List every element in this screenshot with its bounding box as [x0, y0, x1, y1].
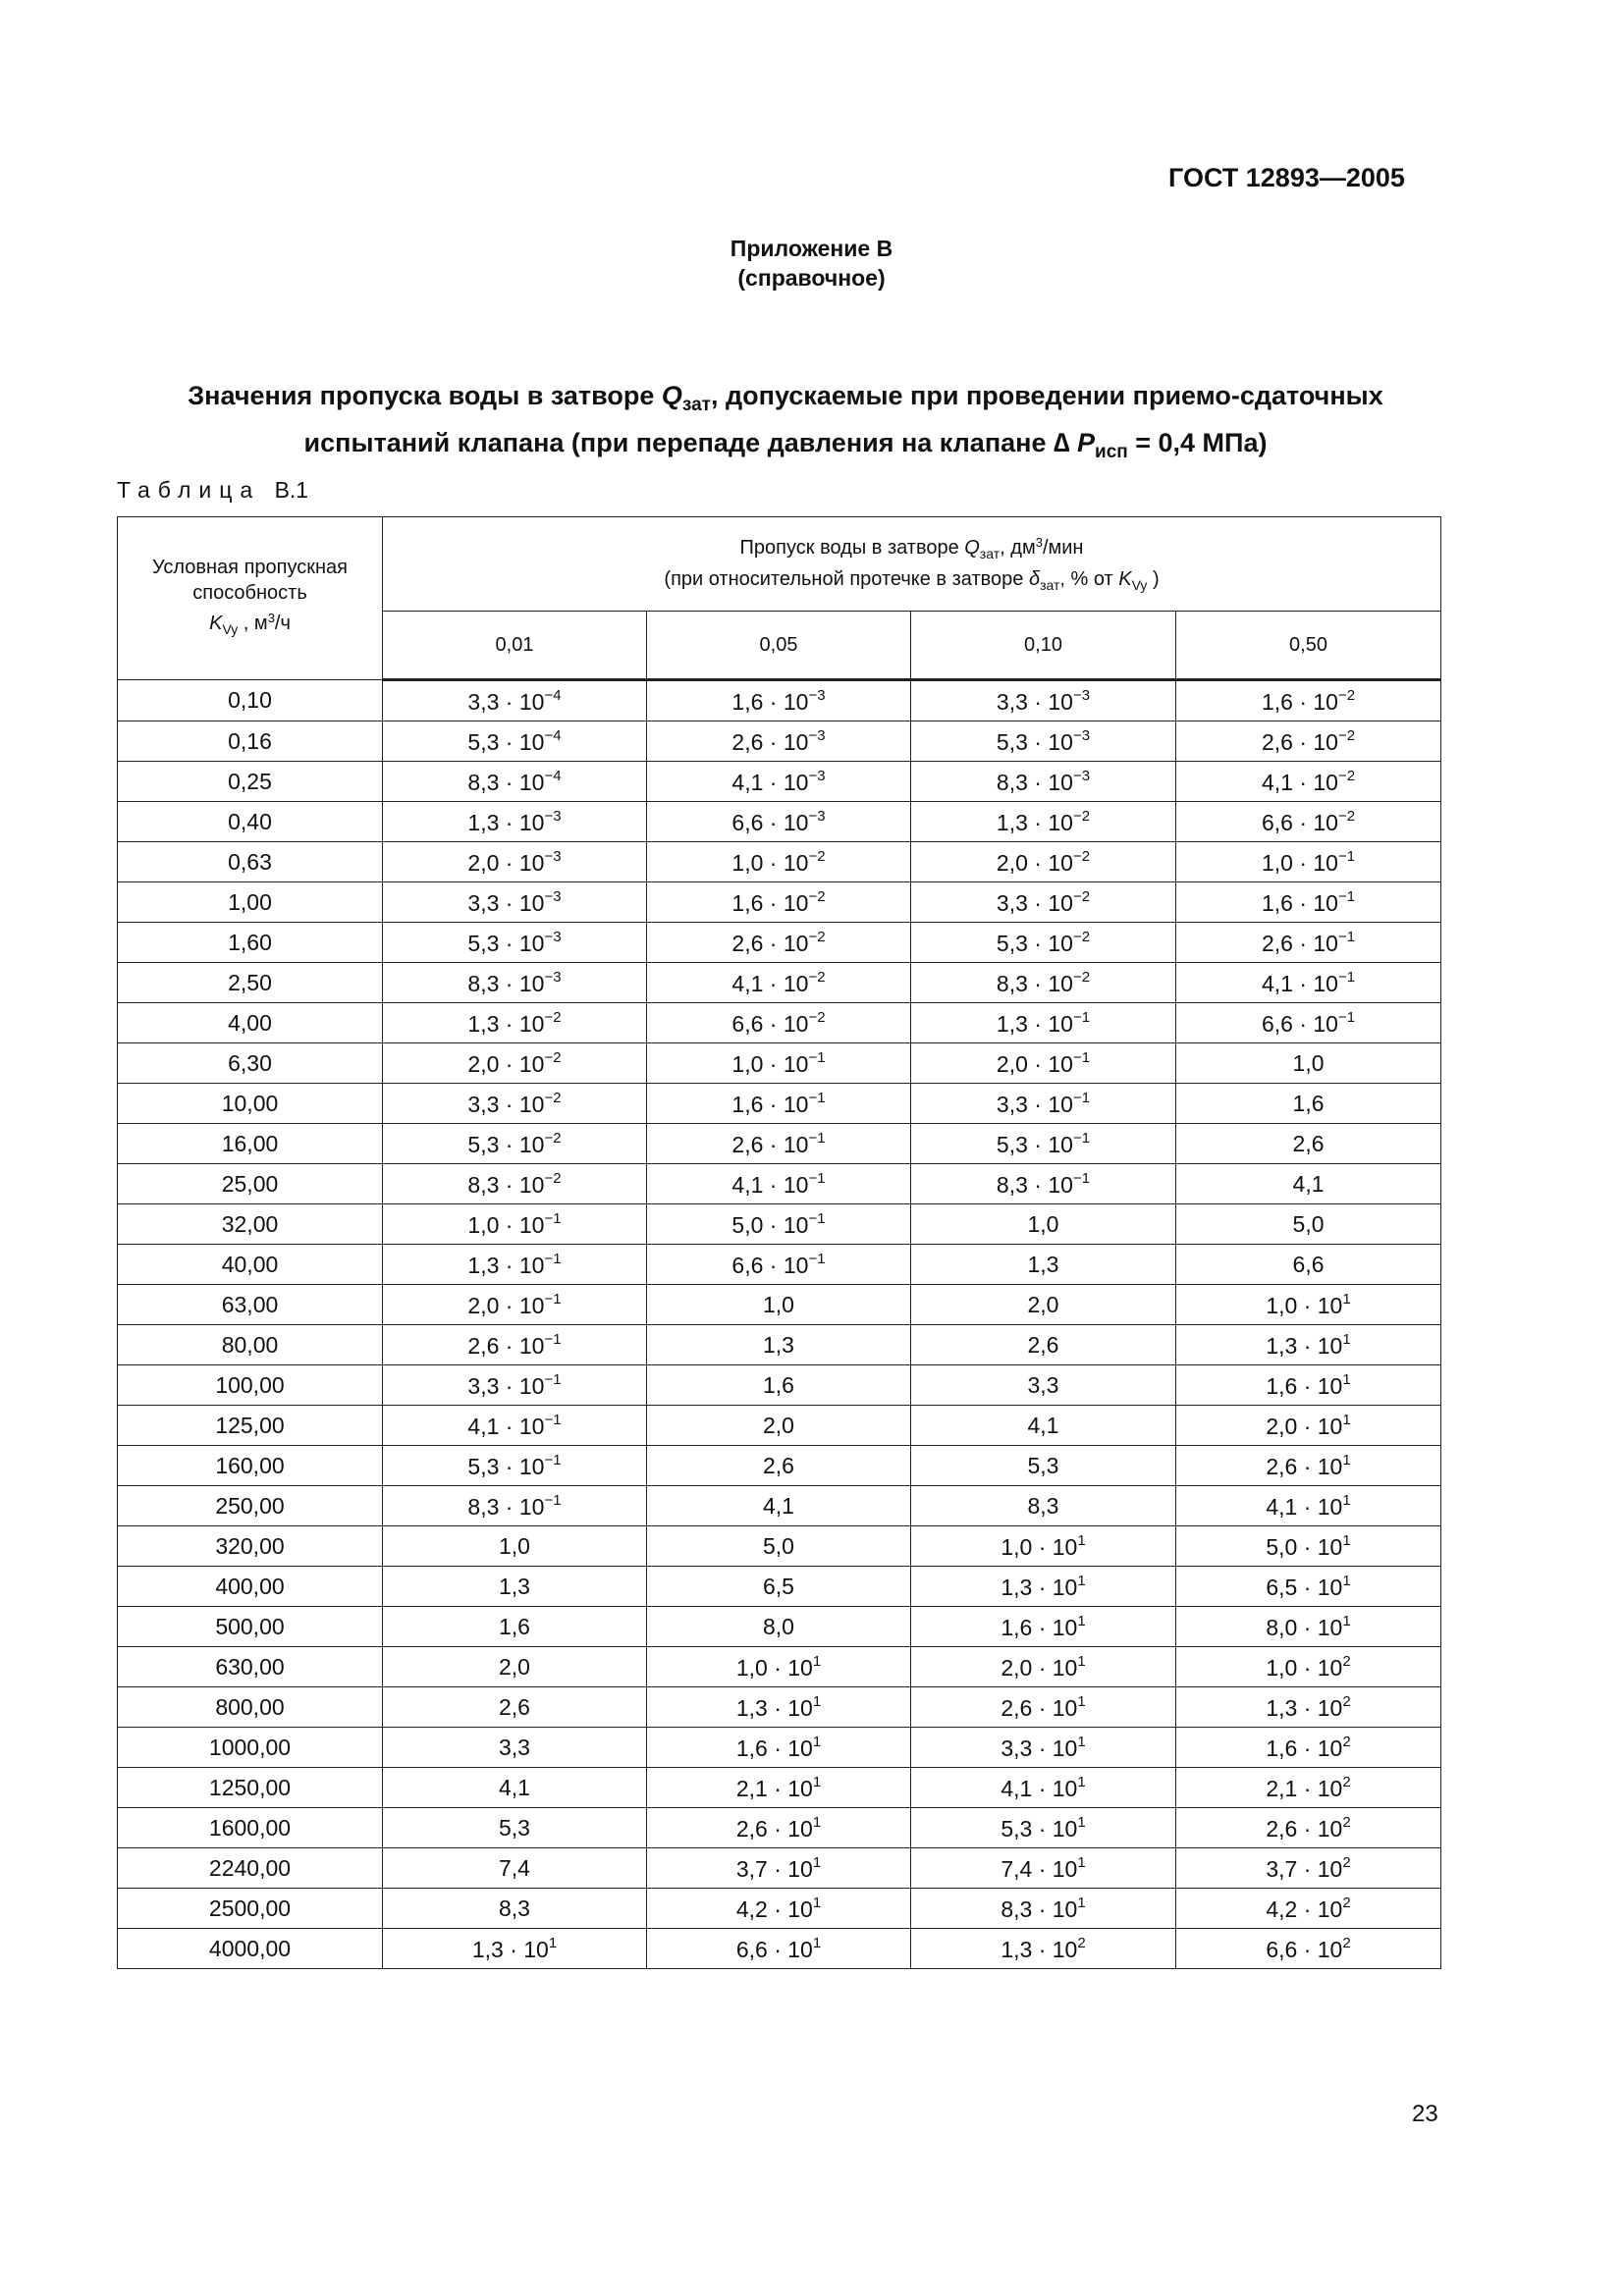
- header-col-050: 0,50: [1176, 612, 1441, 680]
- leakage-cell: 7,4: [383, 1848, 647, 1889]
- leakage-cell: 4,1: [383, 1768, 647, 1808]
- leakage-cell: $1,6 \cdot 10^{-1}$: [647, 1084, 911, 1124]
- leakage-cell: 8,0: [647, 1607, 911, 1647]
- leakage-table: [117, 516, 1441, 1969]
- leakage-cell: $2,6 \cdot 10^1$: [647, 1808, 911, 1848]
- table-row: [118, 842, 1441, 882]
- leakage-cell: $8,3 \cdot 10^{-3}$: [911, 762, 1176, 802]
- leakage-cell: $6,6 \cdot 10^1$: [647, 1929, 911, 1969]
- leakage-cell: $4,1 \cdot 10^{-2}$: [647, 963, 911, 1003]
- capacity-cell: 80,00: [118, 1325, 383, 1365]
- capacity-cell: 100,00: [118, 1365, 383, 1406]
- table-row: [118, 1486, 1441, 1526]
- table-row: [118, 1365, 1441, 1406]
- leakage-cell: $6,6 \cdot 10^{-1}$: [647, 1245, 911, 1285]
- table-row: [118, 1567, 1441, 1607]
- table-row: [118, 1124, 1441, 1164]
- leakage-cell: $5,0 \cdot 10^{-1}$: [647, 1204, 911, 1245]
- capacity-cell: 800,00: [118, 1687, 383, 1728]
- leakage-cell: 1,6: [1176, 1084, 1441, 1124]
- table-row: [118, 1607, 1441, 1647]
- leakage-cell: $5,3 \cdot 10^{-1}$: [383, 1446, 647, 1486]
- leakage-cell: 4,1: [911, 1406, 1176, 1446]
- leakage-cell: 2,6: [911, 1325, 1176, 1365]
- capacity-cell: 16,00: [118, 1124, 383, 1164]
- leakage-cell: $3,7 \cdot 10^2$: [1176, 1848, 1441, 1889]
- leakage-cell: $1,3 \cdot 10^{-1}$: [383, 1245, 647, 1285]
- capacity-cell: 630,00: [118, 1647, 383, 1687]
- table-row: [118, 963, 1441, 1003]
- leakage-cell: 5,3: [383, 1808, 647, 1848]
- leakage-cell: $5,3 \cdot 10^{-3}$: [911, 721, 1176, 762]
- leakage-cell: $5,3 \cdot 10^{-2}$: [383, 1124, 647, 1164]
- leakage-cell: $1,0 \cdot 10^{-1}$: [383, 1204, 647, 1245]
- leakage-cell: $5,3 \cdot 10^{-1}$: [911, 1124, 1176, 1164]
- document-title: [98, 377, 1473, 471]
- leakage-cell: $4,2 \cdot 10^1$: [647, 1889, 911, 1929]
- leakage-cell: 1,6: [647, 1365, 911, 1406]
- leakage-cell: $2,0 \cdot 10^1$: [911, 1647, 1176, 1687]
- leakage-cell: $4,1 \cdot 10^{-1}$: [647, 1164, 911, 1204]
- capacity-cell: 25,00: [118, 1164, 383, 1204]
- leakage-cell: $8,3 \cdot 10^{-3}$: [383, 963, 647, 1003]
- leakage-cell: $6,6 \cdot 10^{-1}$: [1176, 1003, 1441, 1043]
- capacity-cell: 0,10: [118, 680, 383, 721]
- leakage-cell: $1,3 \cdot 10^{-2}$: [911, 802, 1176, 842]
- leakage-cell: $1,0 \cdot 10^2$: [1176, 1647, 1441, 1687]
- table-row: [118, 1929, 1441, 1969]
- table-row: [118, 1285, 1441, 1325]
- leakage-cell: $2,0 \cdot 10^{-1}$: [911, 1043, 1176, 1084]
- capacity-cell: 1,00: [118, 882, 383, 923]
- table-row: [118, 1003, 1441, 1043]
- leakage-cell: $8,3 \cdot 10^{-1}$: [383, 1486, 647, 1526]
- leakage-cell: 6,5: [647, 1567, 911, 1607]
- leakage-cell: $1,0 \cdot 10^{-1}$: [1176, 842, 1441, 882]
- leakage-cell: $5,3 \cdot 10^{-2}$: [911, 923, 1176, 963]
- leakage-cell: $2,6 \cdot 10^{-1}$: [1176, 923, 1441, 963]
- leakage-cell: 2,0: [911, 1285, 1176, 1325]
- leakage-cell: $5,3 \cdot 10^{-4}$: [383, 721, 647, 762]
- leakage-cell: $2,6 \cdot 10^{-1}$: [383, 1325, 647, 1365]
- leakage-cell: $8,3 \cdot 10^{-2}$: [911, 963, 1176, 1003]
- leakage-cell: $1,6 \cdot 10^{-2}$: [647, 882, 911, 923]
- leakage-cell: $8,0 \cdot 10^1$: [1176, 1607, 1441, 1647]
- leakage-cell: $8,3 \cdot 10^1$: [911, 1889, 1176, 1929]
- leakage-cell: $4,1 \cdot 10^1$: [1176, 1486, 1441, 1526]
- leakage-cell: $1,3 \cdot 10^{-2}$: [383, 1003, 647, 1043]
- leakage-cell: 1,0: [911, 1204, 1176, 1245]
- capacity-cell: 0,63: [118, 842, 383, 882]
- leakage-cell: $7,4 \cdot 10^1$: [911, 1848, 1176, 1889]
- capacity-cell: 400,00: [118, 1567, 383, 1607]
- leakage-cell: $1,6 \cdot 10^1$: [647, 1728, 911, 1768]
- title-line-2: испытаний клапана (при перепаде давления на клапане ∆ $P_{исп} = 0,4$ МПа): [303, 428, 1268, 462]
- leakage-cell: 1,0: [1176, 1043, 1441, 1084]
- leakage-cell: $6,6 \cdot 10^{-3}$: [647, 802, 911, 842]
- leakage-cell: $1,6 \cdot 10^1$: [911, 1607, 1176, 1647]
- leakage-cell: $3,3 \cdot 10^1$: [911, 1728, 1176, 1768]
- table-row: [118, 1084, 1441, 1124]
- leakage-cell: $2,0 \cdot 10^{-2}$: [383, 1043, 647, 1084]
- header-col-001: 0,01: [383, 612, 647, 680]
- capacity-cell: 1,60: [118, 923, 383, 963]
- capacity-cell: 1250,00: [118, 1768, 383, 1808]
- leakage-cell: $5,3 \cdot 10^1$: [911, 1808, 1176, 1848]
- capacity-cell: 2,50: [118, 963, 383, 1003]
- leakage-cell: $5,0 \cdot 10^1$: [1176, 1526, 1441, 1567]
- title-line-1: Значения пропуска воды в затворе $Q_{зат}$, допускаемые при проведении приемо-сдаточных: [188, 381, 1383, 415]
- leakage-cell: $2,6 \cdot 10^{-1}$: [647, 1124, 911, 1164]
- leakage-cell: $1,6 \cdot 10^1$: [1176, 1365, 1441, 1406]
- capacity-cell: 4,00: [118, 1003, 383, 1043]
- leakage-cell: $1,0 \cdot 10^{-1}$: [647, 1043, 911, 1084]
- table-body: [118, 680, 1441, 1969]
- leakage-cell: $2,6 \cdot 10^{-2}$: [1176, 721, 1441, 762]
- table-row: [118, 923, 1441, 963]
- capacity-cell: 320,00: [118, 1526, 383, 1567]
- leakage-cell: 6,6: [1176, 1245, 1441, 1285]
- capacity-cell: 1000,00: [118, 1728, 383, 1768]
- leakage-cell: $5,3 \cdot 10^{-3}$: [383, 923, 647, 963]
- leakage-cell: $4,1 \cdot 10^{-3}$: [647, 762, 911, 802]
- capacity-cell: 0,16: [118, 721, 383, 762]
- leakage-cell: 1,3: [647, 1325, 911, 1365]
- appendix-heading: [0, 234, 1623, 293]
- capacity-cell: 2500,00: [118, 1889, 383, 1929]
- header-col-005: 0,05: [647, 612, 911, 680]
- leakage-cell: $4,2 \cdot 10^2$: [1176, 1889, 1441, 1929]
- leakage-cell: $2,6 \cdot 10^1$: [1176, 1446, 1441, 1486]
- leakage-cell: $4,1 \cdot 10^{-2}$: [1176, 762, 1441, 802]
- leakage-cell: $2,1 \cdot 10^1$: [647, 1768, 911, 1808]
- table-label: Таблица В.1: [117, 477, 309, 503]
- capacity-cell: 125,00: [118, 1406, 383, 1446]
- leakage-cell: 2,0: [647, 1406, 911, 1446]
- leakage-cell: $1,0 \cdot 10^{-2}$: [647, 842, 911, 882]
- table-row: [118, 1164, 1441, 1204]
- table-row: [118, 1647, 1441, 1687]
- leakage-cell: $2,0 \cdot 10^{-2}$: [911, 842, 1176, 882]
- leakage-cell: $2,0 \cdot 10^1$: [1176, 1406, 1441, 1446]
- appendix-type: (справочное): [737, 265, 886, 291]
- table-row: [118, 1889, 1441, 1929]
- leakage-cell: $2,0 \cdot 10^{-3}$: [383, 842, 647, 882]
- table-row: [118, 1245, 1441, 1285]
- capacity-cell: 0,40: [118, 802, 383, 842]
- leakage-cell: $2,6 \cdot 10^{-3}$: [647, 721, 911, 762]
- leakage-cell: $2,1 \cdot 10^2$: [1176, 1768, 1441, 1808]
- leakage-cell: 5,0: [1176, 1204, 1441, 1245]
- leakage-cell: 8,3: [911, 1486, 1176, 1526]
- leakage-cell: $2,6 \cdot 10^1$: [911, 1687, 1176, 1728]
- table-row: [118, 1768, 1441, 1808]
- leakage-cell: $8,3 \cdot 10^{-1}$: [911, 1164, 1176, 1204]
- capacity-cell: 32,00: [118, 1204, 383, 1245]
- leakage-cell: $8,3 \cdot 10^{-4}$: [383, 762, 647, 802]
- table-row: [118, 762, 1441, 802]
- leakage-cell: $1,6 \cdot 10^{-1}$: [1176, 882, 1441, 923]
- capacity-cell: 2240,00: [118, 1848, 383, 1889]
- leakage-cell: $3,3 \cdot 10^{-3}$: [911, 680, 1176, 721]
- leakage-cell: $1,3 \cdot 10^2$: [1176, 1687, 1441, 1728]
- capacity-cell: 10,00: [118, 1084, 383, 1124]
- capacity-cell: 250,00: [118, 1486, 383, 1526]
- leakage-cell: $4,1 \cdot 10^1$: [911, 1768, 1176, 1808]
- leakage-cell: 2,6: [383, 1687, 647, 1728]
- table-row: [118, 1848, 1441, 1889]
- standard-number: ГОСТ 12893—2005: [1168, 163, 1405, 192]
- leakage-cell: $6,5 \cdot 10^1$: [1176, 1567, 1441, 1607]
- leakage-cell: $1,0 \cdot 10^1$: [911, 1526, 1176, 1567]
- table-row: [118, 1043, 1441, 1084]
- header-leakage-group: Пропуск воды в затворе $Q_{зат}$, $дм^3$/мин (при относительной протечке в затворе $\delta_{зат}$, % от $K_{Vy}$ ): [383, 517, 1441, 612]
- leakage-cell: 2,0: [383, 1647, 647, 1687]
- table-row: [118, 1728, 1441, 1768]
- leakage-cell: $1,0 \cdot 10^1$: [1176, 1285, 1441, 1325]
- leakage-cell: 1,3: [383, 1567, 647, 1607]
- leakage-cell: 2,6: [647, 1446, 911, 1486]
- capacity-cell: 160,00: [118, 1446, 383, 1486]
- table-row: [118, 680, 1441, 721]
- leakage-cell: 3,3: [911, 1365, 1176, 1406]
- capacity-cell: 40,00: [118, 1245, 383, 1285]
- leakage-cell: $1,6 \cdot 10^2$: [1176, 1728, 1441, 1768]
- leakage-cell: $2,6 \cdot 10^{-2}$: [647, 923, 911, 963]
- leakage-cell: $3,3 \cdot 10^{-1}$: [383, 1365, 647, 1406]
- header-col-010: 0,10: [911, 612, 1176, 680]
- table-row: [118, 882, 1441, 923]
- capacity-cell: 500,00: [118, 1607, 383, 1647]
- leakage-cell: $4,1 \cdot 10^{-1}$: [1176, 963, 1441, 1003]
- table-row: [118, 1446, 1441, 1486]
- leakage-cell: $1,3 \cdot 10^{-3}$: [383, 802, 647, 842]
- leakage-cell: $1,3 \cdot 10^1$: [383, 1929, 647, 1969]
- capacity-cell: 63,00: [118, 1285, 383, 1325]
- appendix-title: Приложение В: [730, 236, 893, 261]
- leakage-cell: $4,1 \cdot 10^{-1}$: [383, 1406, 647, 1446]
- leakage-cell: 5,0: [647, 1526, 911, 1567]
- leakage-cell: $3,3 \cdot 10^{-2}$: [383, 1084, 647, 1124]
- leakage-cell: 1,3: [911, 1245, 1176, 1285]
- table-row: [118, 1406, 1441, 1446]
- table-row: [118, 1808, 1441, 1848]
- leakage-cell: $3,3 \cdot 10^{-2}$: [911, 882, 1176, 923]
- leakage-cell: $6,6 \cdot 10^{-2}$: [647, 1003, 911, 1043]
- capacity-cell: 4000,00: [118, 1929, 383, 1969]
- leakage-cell: 5,3: [911, 1446, 1176, 1486]
- leakage-cell: $1,3 \cdot 10^2$: [911, 1929, 1176, 1969]
- leakage-cell: $6,6 \cdot 10^2$: [1176, 1929, 1441, 1969]
- leakage-cell: 2,6: [1176, 1124, 1441, 1164]
- capacity-cell: 0,25: [118, 762, 383, 802]
- leakage-cell: $6,6 \cdot 10^{-2}$: [1176, 802, 1441, 842]
- page-number: 23: [1412, 2101, 1438, 2127]
- table-row: [118, 721, 1441, 762]
- table-row: [118, 1526, 1441, 1567]
- leakage-cell: $8,3 \cdot 10^{-2}$: [383, 1164, 647, 1204]
- leakage-cell: 1,0: [647, 1285, 911, 1325]
- leakage-cell: 8,3: [383, 1889, 647, 1929]
- leakage-cell: $3,7 \cdot 10^1$: [647, 1848, 911, 1889]
- leakage-cell: $3,3 \cdot 10^{-1}$: [911, 1084, 1176, 1124]
- leakage-cell: $3,3 \cdot 10^{-4}$: [383, 680, 647, 721]
- table-row: [118, 1204, 1441, 1245]
- leakage-cell: 4,1: [1176, 1164, 1441, 1204]
- leakage-cell: $1,3 \cdot 10^1$: [647, 1687, 911, 1728]
- leakage-cell: $1,0 \cdot 10^1$: [647, 1647, 911, 1687]
- leakage-cell: $1,3 \cdot 10^1$: [1176, 1325, 1441, 1365]
- leakage-cell: $1,6 \cdot 10^{-2}$: [1176, 680, 1441, 721]
- leakage-cell: $2,0 \cdot 10^{-1}$: [383, 1285, 647, 1325]
- capacity-cell: 6,30: [118, 1043, 383, 1084]
- leakage-cell: $1,3 \cdot 10^1$: [911, 1567, 1176, 1607]
- capacity-cell: 1600,00: [118, 1808, 383, 1848]
- leakage-cell: 4,1: [647, 1486, 911, 1526]
- table-row: [118, 1325, 1441, 1365]
- leakage-cell: $1,6 \cdot 10^{-3}$: [647, 680, 911, 721]
- leakage-cell: $1,3 \cdot 10^{-1}$: [911, 1003, 1176, 1043]
- leakage-cell: 3,3: [383, 1728, 647, 1768]
- leakage-cell: 1,6: [383, 1607, 647, 1647]
- table-row: [118, 1687, 1441, 1728]
- leakage-cell: $3,3 \cdot 10^{-3}$: [383, 882, 647, 923]
- header-capacity: Условная пропускная способность $K_{Vy}$ , $м^3/ч$: [118, 517, 383, 680]
- leakage-cell: 1,0: [383, 1526, 647, 1567]
- table-row: [118, 802, 1441, 842]
- leakage-cell: $2,6 \cdot 10^2$: [1176, 1808, 1441, 1848]
